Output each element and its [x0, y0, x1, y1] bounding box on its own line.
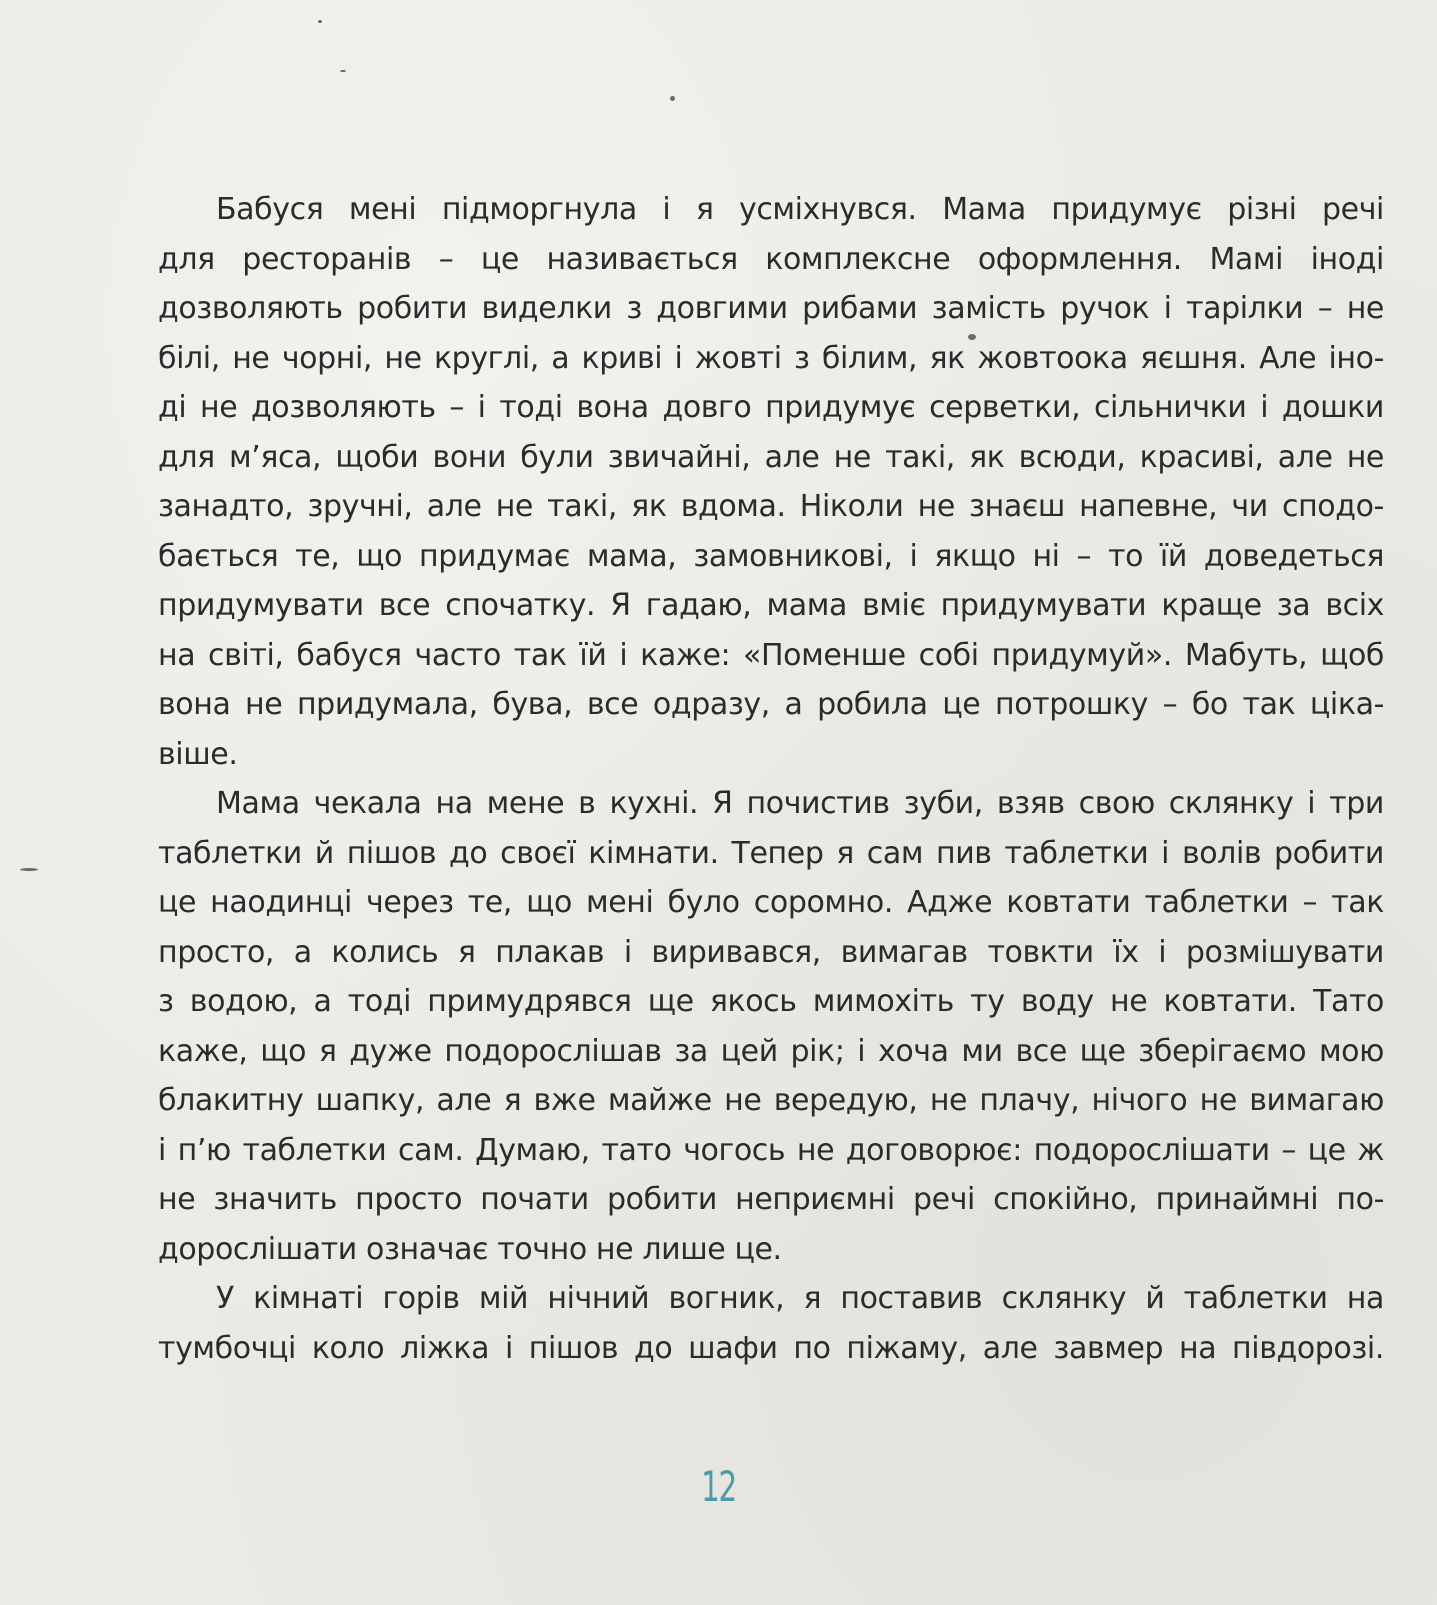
text-line: просто, а колись я плакав і виривався, вимагав товкти їх і розмішувати [158, 934, 1384, 970]
text-line: Бабуся мені підморгнула і я усміхнувся. Мама придумує різні речі [216, 192, 1384, 227]
text-line: це наодинці через те, що мені було соромно. Адже ковтати таблетки – так [158, 885, 1384, 920]
text-line: і п’ю таблетки сам. Думаю, тато чогось не договорює: подорослішати – це ж [158, 1132, 1384, 1168]
text-line: занадто, зручні, але не такі, як вдома. Ніколи не знаєш напевне, чи сподо- [158, 489, 1384, 524]
text-line: для м’яса, щоби вони були звичайні, але не такі, як всюди, красиві, але не [158, 439, 1384, 475]
paper-speck [318, 20, 322, 23]
paragraph-2 [158, 779, 1384, 1274]
paper-speck [670, 96, 675, 101]
text-line: придумувати все спочатку. Я гадаю, мама вміє придумувати краще за всіх [158, 588, 1384, 623]
text-line: таблетки й пішов до своєї кімнати. Тепер я сам пив таблетки і волів робити [158, 835, 1384, 871]
text-line: білі, не чорні, не круглі, а криві і жовті з білим, як жовтоока яєшня. Але іно- [158, 340, 1384, 376]
text-line: вона не придумала, бува, все одразу, а робила це потрошку – бо так ціка- [158, 687, 1384, 722]
text-line: дозволяють робити виделки з довгими рибами замість ручок і тарілки – не [158, 291, 1384, 326]
text-line: блакитну шапку, але я вже майже не вередую, не плачу, нічого не вимагаю [158, 1083, 1384, 1118]
paper-speck [20, 868, 38, 871]
text-line: тумбочці коло ліжка і пішов до шафи по піжаму, але завмер на півдорозі. [158, 1330, 1384, 1366]
paragraph-1 [158, 185, 1384, 779]
text-line: для ресторанів – це називається комплексне оформлення. Мамі іноді [158, 241, 1384, 277]
text-line: ді не дозволяють – і тоді вона довго придумує серветки, сільнички і дошки [158, 390, 1384, 425]
text-line: не значить просто почати робити неприємні речі спокійно, принаймні по- [158, 1182, 1384, 1217]
paper-speck [340, 70, 346, 72]
text-line: з водою, а тоді примудрявся ще якось мимохіть ту воду не ковтати. Тато [158, 984, 1384, 1019]
text-line: У кімнаті горів мій нічний вогник, я поставив склянку й таблетки на [216, 1281, 1384, 1316]
body-text [158, 185, 1384, 1373]
text-line: Мама чекала на мене в кухні. Я почистив зуби, взяв свою склянку і три [216, 786, 1384, 821]
text-line: віше. [158, 736, 238, 772]
page-number: 12 [701, 1462, 736, 1511]
paragraph-3 [158, 1274, 1384, 1373]
text-line: бається те, що придумає мама, замовникові, і якщо ні – то їй доведеться [158, 538, 1384, 574]
text-line: каже, що я дуже подорослішав за цей рік; і хоча ми все ще зберігаємо мою [158, 1033, 1384, 1069]
text-line: на світі, бабуся часто так їй і каже: «Поменше собі придумуй». Мабуть, щоб [158, 637, 1384, 673]
text-line: дорослішати означає точно не лише це. [158, 1231, 782, 1267]
